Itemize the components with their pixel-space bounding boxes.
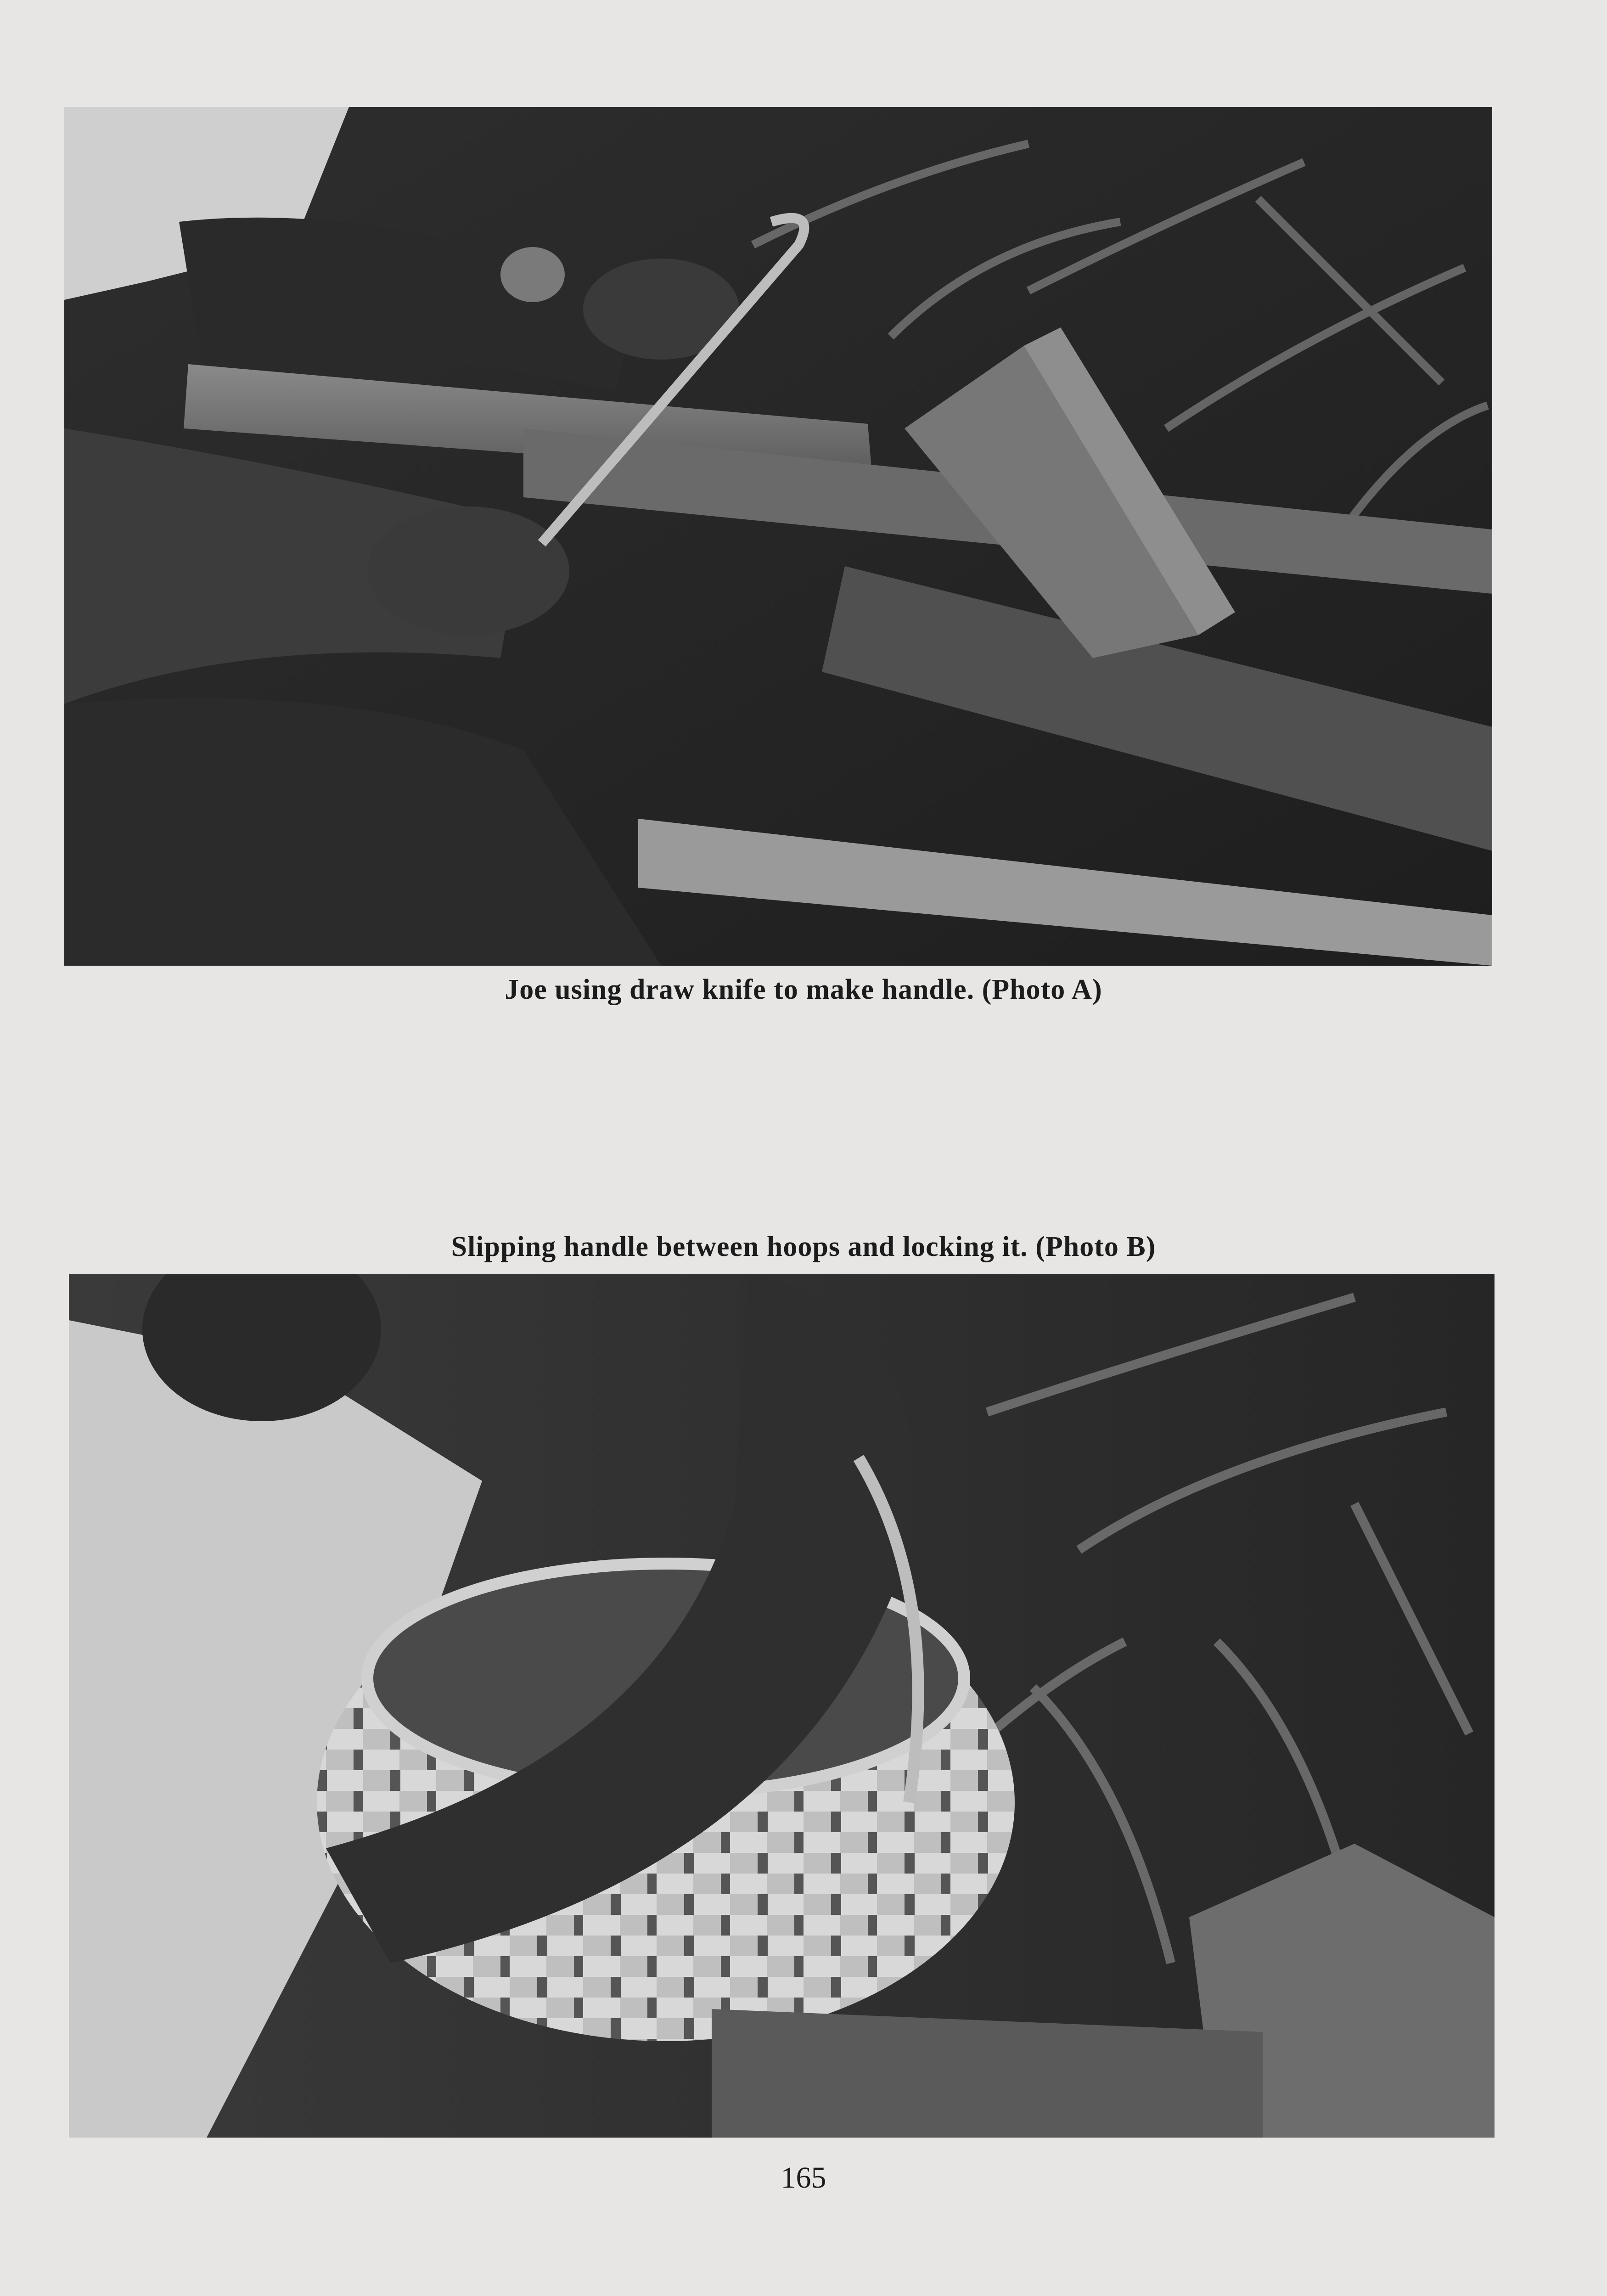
photo-b-caption: Slipping handle between hoops and locking it. (Photo B) xyxy=(451,1231,1156,1262)
page-number: 165 xyxy=(781,2161,826,2195)
photo-a-caption: Joe using draw knife to make handle. (Photo A) xyxy=(505,974,1102,1005)
photo-draw-knife xyxy=(64,107,1492,966)
photo-basket-handle xyxy=(69,1274,1495,2138)
photo-b-image xyxy=(69,1274,1495,2138)
photo-a-image xyxy=(64,107,1492,966)
